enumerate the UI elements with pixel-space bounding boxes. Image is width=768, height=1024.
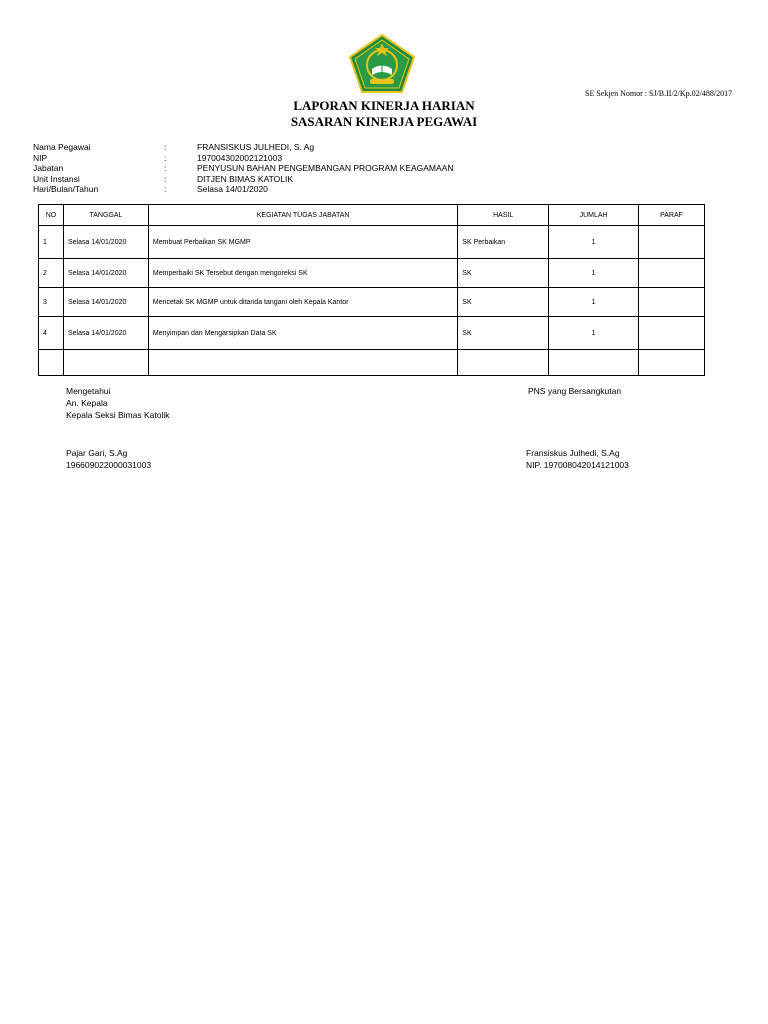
signature-left-heading [66, 385, 169, 421]
cell-tanggal: Selasa 14/01/2020 [63, 226, 148, 259]
cell-empty [63, 350, 148, 376]
report-subtitle: SASARAN KINERJA PEGAWAI [290, 114, 478, 129]
table-row [39, 288, 705, 317]
report-title: LAPORAN KINERJA HARIAN [293, 98, 475, 113]
cell-no: 4 [39, 317, 64, 350]
cell-empty [39, 350, 64, 376]
on-behalf-label: An. Kepala [66, 398, 108, 408]
cell-jumlah: 1 [549, 288, 639, 317]
cell-hasil: SK [458, 259, 549, 288]
header-paraf: PARAF [639, 205, 705, 226]
cell-kegiatan: Mencetak SK MGMP untuk ditanda tangani oleh Kepala Kantor [148, 288, 457, 317]
info-value: 197004302002121003 [197, 152, 283, 163]
cell-tanggal: Selasa 14/01/2020 [63, 288, 148, 317]
table-row [39, 259, 705, 288]
position-label: Kepala Seksi Bimas Katolik [66, 410, 170, 420]
cell-jumlah: 1 [549, 226, 639, 259]
cell-hasil: SK [458, 317, 549, 350]
signature-left-name-block [66, 447, 151, 471]
cell-paraf [639, 317, 705, 350]
cell-tanggal: Selasa 14/01/2020 [63, 317, 148, 350]
info-label: Unit Instansi [33, 173, 80, 184]
approval-label: Mengetahui [66, 386, 111, 396]
table-row [39, 317, 705, 350]
cell-hasil: SK Perbaikan [458, 226, 549, 259]
header-kegiatan: KEGIATAN TUGAS JABATAN [148, 205, 457, 226]
cell-jumlah: 1 [549, 317, 639, 350]
activity-table [38, 204, 705, 376]
info-label: NIP [33, 152, 48, 163]
cell-no: 1 [39, 226, 64, 259]
cell-no: 2 [39, 259, 64, 288]
signer-name: Pajar Gari, S.Ag [66, 448, 128, 458]
info-colon: : [164, 184, 167, 194]
reference-number: SE Sekjen Nomor : SJ/B.II/2/Kp.02/488/2017 [585, 89, 733, 98]
info-colon: : [164, 163, 167, 173]
cell-paraf [639, 259, 705, 288]
info-value: FRANSISKUS JULHEDI, S. Ag [197, 142, 315, 152]
header-no: NO [39, 205, 64, 226]
table-row-empty [39, 350, 705, 376]
cell-empty [549, 350, 639, 376]
info-label: Nama Pegawai [33, 142, 91, 152]
employee-name: Fransiskus Julhedi, S.Ag [526, 448, 620, 458]
info-value: DITJEN BIMAS KATOLIK [197, 173, 294, 184]
cell-paraf [639, 288, 705, 317]
cell-empty [639, 350, 705, 376]
cell-paraf [639, 226, 705, 259]
cell-no: 3 [39, 288, 64, 317]
cell-kegiatan: Menyimpan dan Mengarsipkan Data SK [148, 317, 457, 350]
table-header-row [39, 205, 705, 226]
info-colon: : [164, 152, 167, 163]
info-value: PENYUSUN BAHAN PENGEMBANGAN PROGRAM KEAGAMAAN [197, 163, 454, 173]
signer-nip: 196609022000031003 [66, 460, 152, 470]
header-hasil: HASIL [458, 205, 549, 226]
header-tanggal: TANGGAL [63, 205, 148, 226]
cell-kegiatan: Membuat Perbaikan SK MGMP [148, 226, 457, 259]
cell-jumlah: 1 [549, 259, 639, 288]
cell-kegiatan: Memperbaiki SK Tersebut dengan mengoreksi SK [148, 259, 457, 288]
header-jumlah: JUMLAH [549, 205, 639, 226]
signature-right-name-block [526, 447, 629, 471]
info-colon: : [164, 142, 167, 152]
employee-label: PNS yang Bersangkutan [528, 386, 622, 396]
cell-hasil: SK [458, 288, 549, 317]
cell-empty [458, 350, 549, 376]
info-colon: : [164, 173, 167, 184]
signature-right-heading [528, 385, 621, 397]
info-label: Jabatan [33, 163, 64, 173]
employee-nip: NIP. 197008042014121003 [526, 460, 629, 470]
ministry-logo-icon [348, 34, 416, 94]
cell-empty [148, 350, 457, 376]
table-row [39, 226, 705, 259]
cell-tanggal: Selasa 14/01/2020 [63, 259, 148, 288]
info-label: Hari/Bulan/Tahun [33, 184, 99, 194]
info-value: Selasa 14/01/2020 [197, 184, 268, 194]
